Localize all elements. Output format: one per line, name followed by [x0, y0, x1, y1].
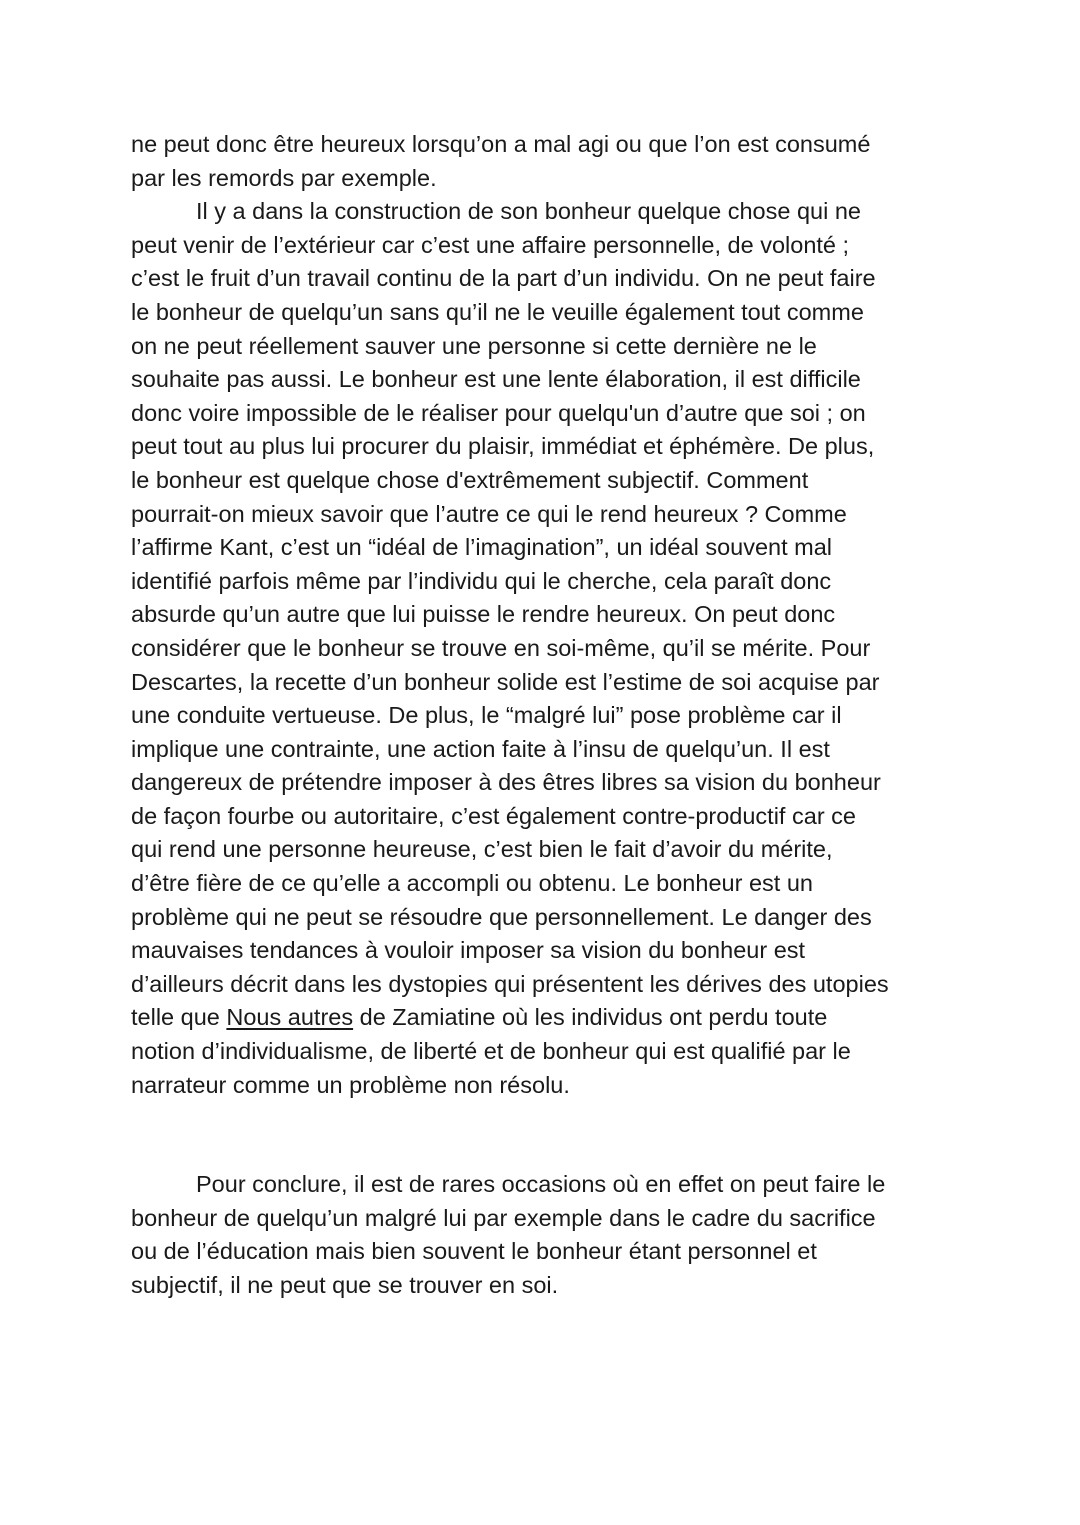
text-line: narrateur comme un problème non résolu.	[131, 1071, 570, 1098]
text-line: bonheur de quelqu’un malgré lui par exemple dans le cadre du sacrifice	[131, 1204, 876, 1231]
book-title: Nous autres	[226, 1004, 354, 1031]
text-line: par les remords par exemple.	[131, 164, 437, 191]
text-line: problème qui ne peut se résoudre que personnellement. Le danger des	[131, 903, 872, 930]
text-line: qui rend une personne heureuse, c’est bien le fait d’avoir du mérite,	[131, 836, 833, 863]
text-line: ou de l’éducation mais bien souvent le bonheur étant personnel et	[131, 1238, 817, 1265]
text-line: ne peut donc être heureux lorsqu’on a mal agi ou que l’on est consumé	[131, 131, 871, 157]
text-line: une conduite vertueuse. De plus, le “malgré lui” pose problème car il	[131, 702, 842, 729]
text-line: subjectif, il ne peut que se trouver en soi.	[131, 1271, 559, 1298]
text-line: d’ailleurs décrit dans les dystopies qui présentent les dérives des utopies	[131, 970, 889, 997]
book-line-suffix: de Zamiatine où les individus ont perdu toute	[353, 1004, 828, 1031]
text-line: on ne peut réellement sauver une personne si cette dernière ne le	[131, 332, 817, 359]
text-line: le bonheur est quelque chose d'extrêmement subjectif. Comment	[131, 466, 809, 493]
book-reference-line	[131, 1001, 961, 1035]
text-line: notion d’individualisme, de liberté et de bonheur qui est qualifié par le	[131, 1038, 851, 1065]
text-line: Descartes, la recette d’un bonheur solide est l’estime de soi acquise par	[131, 668, 880, 695]
text-line: peut venir de l’extérieur car c’est une affaire personnelle, de volonté ;	[131, 231, 850, 258]
text-line: dangereux de prétendre imposer à des êtres libres sa vision du bonheur	[131, 769, 881, 796]
text-line: considérer que le bonheur se trouve en soi-même, qu’il se mérite. Pour	[131, 634, 871, 661]
text-line: de façon fourbe ou autoritaire, c’est également contre-productif car ce	[131, 802, 856, 829]
conclusion-paragraph	[131, 1168, 961, 1302]
text-line: d’être fière de ce qu’elle a accompli ou obtenu. Le bonheur est un	[131, 870, 813, 897]
text-line: mauvaises tendances à vouloir imposer sa vision du bonheur est	[131, 937, 806, 964]
paragraph-first-line: Il y a dans la construction de son bonheur quelque chose qui ne	[196, 198, 861, 225]
book-line-prefix: telle que	[131, 1004, 227, 1031]
paragraph-first-line: Pour conclure, il est de rares occasions où en effet on peut faire le	[196, 1171, 886, 1197]
text-line: identifié parfois même par l’individu qui le cherche, cela paraît donc	[131, 567, 832, 594]
text-line: l’affirme Kant, c’est un “idéal de l’imagination”, un idéal souvent mal	[131, 534, 833, 561]
text-line: donc voire impossible de le réaliser pour quelqu'un d’autre que soi ; on	[131, 399, 866, 426]
text-line: implique une contrainte, une action faite à l’insu de quelqu’un. Il est	[131, 735, 830, 762]
text-line: le bonheur de quelqu’un sans qu’il ne le veuille également tout comme	[131, 298, 864, 325]
text-line: c’est le fruit d’un travail continu de la part d’un individu. On ne peut faire	[131, 265, 876, 292]
text-line: peut tout au plus lui procurer du plaisir, immédiat et éphémère. De plus,	[131, 433, 875, 460]
text-line: absurde qu’un autre que lui puisse le rendre heureux. On peut donc	[131, 601, 836, 628]
text-line: pourrait-on mieux savoir que l’autre ce qui le rend heureux ? Comme	[131, 500, 847, 527]
text-line: souhaite pas aussi. Le bonheur est une lente élaboration, il est difficile	[131, 366, 861, 393]
argument-paragraph	[131, 128, 961, 1102]
